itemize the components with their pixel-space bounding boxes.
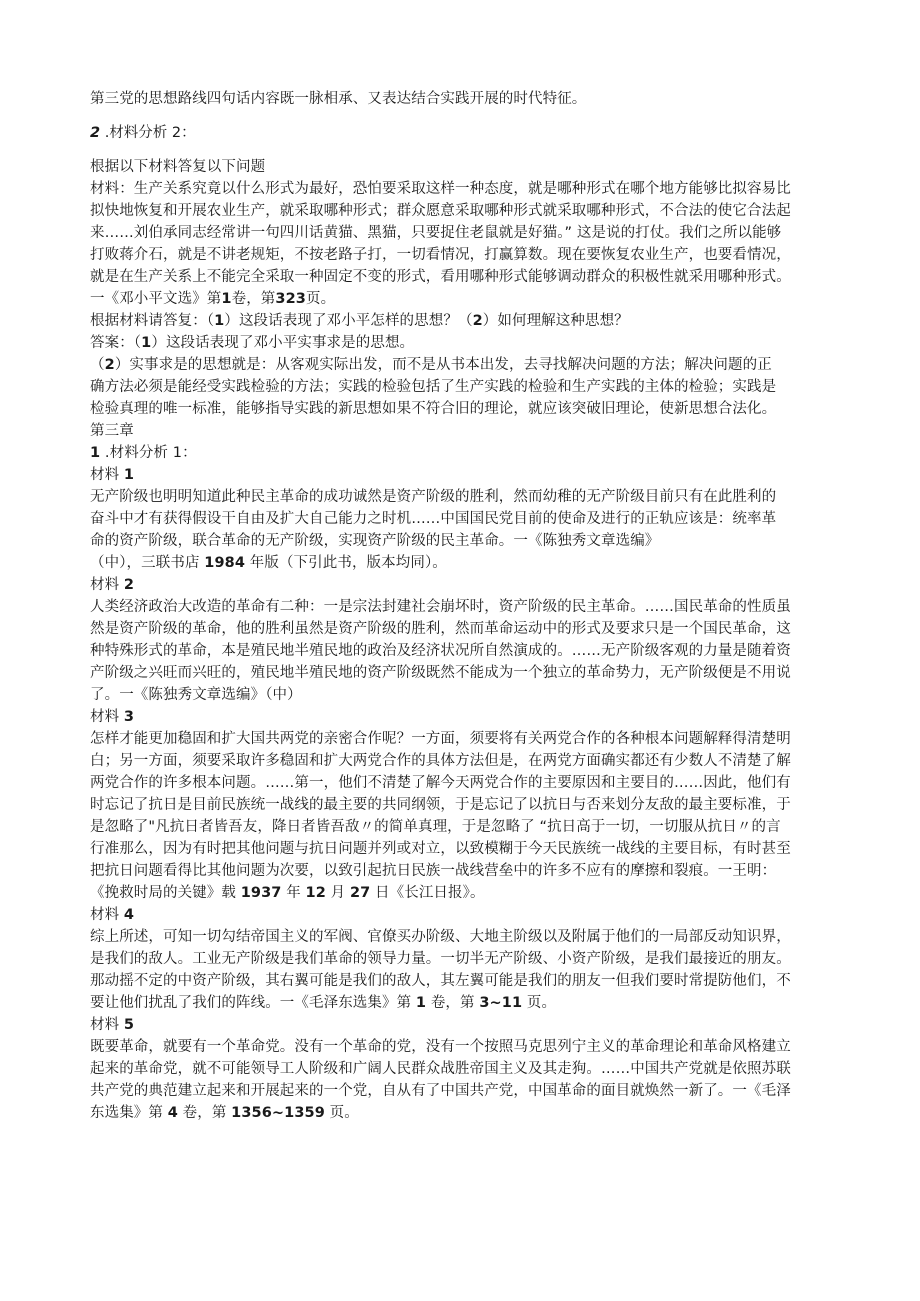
- summary-line: 第三党的思想路线四句话内容既一脉相承、又表达结合实践开展的时代特征。: [90, 91, 587, 107]
- q2-heading: 2 .材料分析 2：: [90, 125, 196, 141]
- material-4-line: 是我们的敌人。工业无产阶级是我们革命的领导力量。一切半无产阶级、小资产阶级，是我们最接近的朋友。: [90, 951, 791, 967]
- material-4-label: 材料 4: [90, 907, 135, 923]
- q2-material-line: 拟快地恢复和开展农业生产，就采取哪种形式；群众愿意采取哪种形式就采取哪种形式，不合法的使它合法起: [90, 203, 791, 219]
- material-3-line: 时忘记了抗日是目前民族统一战线的最主要的共同纲领，于是忘记了以抗日与否来划分友敌的最主要标准，于: [90, 797, 791, 813]
- material-1-source: （中），三联书店 1984 年版（下引此书，版本均同）。: [90, 555, 447, 571]
- material-5-source: 东选集》第 4 卷，第 1356~1359 页。: [90, 1105, 359, 1121]
- q2-material-line: 材料：生产关系究竟以什么形式为最好，恐怕要采取这样一种态度，就是哪种形式在哪个地方能够比拟容易比: [90, 181, 791, 197]
- material-1-line: 命的资产阶级，联合革命的无产阶级，实现资产阶级的民主革命。一《陈独秀文章选编》: [90, 533, 660, 549]
- q1-heading: 1 .材料分析 1：: [90, 445, 197, 461]
- q2-ask: 根据材料请答复：（1）这段话表现了邓小平怎样的思想？（2）如何理解这种思想？: [90, 313, 629, 329]
- material-3-source: 《挽救时局的关键》载 1937 年 12 月 27 日《长江日报》。: [90, 885, 485, 901]
- q2-material-line: 就是在生产关系上不能完全采取一种固定不变的形式，看用哪种形式能够调动群众的积极性就采用哪种形式。: [90, 269, 791, 285]
- material-2-line: 人类经济政治大改造的革命有二种：一是宗法封建社会崩坏时，资产阶级的民主革命。……国民革命的性质虽: [90, 599, 791, 615]
- q2-answer-line: 检验真理的唯一标准，能够指导实践的新思想如果不符合旧的理论，就应该突破旧理论，使新思想合法化。: [90, 401, 777, 417]
- material-1-line: 无产阶级也明明知道此种民主革命的成功诚然是资产阶级的胜利，然而幼稚的无产阶级目前只有在此胜利的: [90, 489, 777, 505]
- document-page: [90, 88, 830, 1124]
- material-3-line: 把抗日问题看得比其他问题为次要，以致引起抗日民族一战线营垒中的许多不应有的摩擦和裂痕。一王明：: [90, 863, 777, 879]
- material-3-line: 两党合作的许多根本问题。……第一，他们不清楚了解今天两党合作的主要原因和主要目的……因此，他们有: [90, 775, 791, 791]
- material-2-label: 材料 2: [90, 577, 135, 593]
- q2-material-line: 来……刘伯承同志经常讲一句四川话黄猫、黑猫，只要捉住老鼠就是好猫。” 这是说的打仗。我们之所以能够: [90, 225, 782, 241]
- material-3-label: 材料 3: [90, 709, 135, 725]
- chapter-title: 第三章: [90, 423, 134, 439]
- material-4-line: 那动摇不定的中资产阶级，其右翼可能是我们的敌人，其左翼可能是我们的朋友一但我们要时常提防他们，不: [90, 973, 791, 989]
- material-5-line: 起来的革命党，就不可能领导工人阶级和广阔人民群众战胜帝国主义及其走狗。……中国共产党就是依照苏联: [90, 1061, 791, 1077]
- material-3-line: 是忽略了"凡抗日者皆吾友，降日者皆吾敌〃的简单真理，于是忽略了 “抗日高于一切，一切服从抗日〃的言: [90, 819, 781, 835]
- material-5-line: 既要革命，就要有一个革命党。没有一个革命的党，没有一个按照马克思列宁主义的革命理论和革命风格建立: [90, 1039, 791, 1055]
- material-4-line: 综上所述，可知一切勾结帝国主义的军阀、官僚买办阶级、大地主阶级以及附属于他们的一局部反动知识界，: [90, 929, 791, 945]
- material-3-line: 白；另一方面，须要采取许多稳固和扩大两党合作的具体方法但是，在两党方面确实都还有少数人不清楚了解: [90, 753, 791, 769]
- q2-answer-2: （2）实事求是的思想就是：从客观实际出发，而不是从书本出发，去寻找解决问题的方法；解决问题的正: [90, 357, 772, 373]
- material-5-line: 共产党的典范建立起来和开展起来的一个党，自从有了中国共产党，中国革命的面目就焕然一新了。一《毛泽: [90, 1083, 791, 1099]
- material-4-source: 要让他们扰乱了我们的阵线。一《毛泽东选集》第 1 卷，第 3~11 页。: [90, 995, 557, 1011]
- q2-answer-line: 确方法必须是能经受实践检验的方法；实践的检验包括了生产实践的检验和生产实践的主体的检验；实践是: [90, 379, 777, 395]
- material-1-line: 奋斗中才有获得假设干自由及扩大自己能力之时机……中国国民党目前的使命及进行的正轨应该是：统率革: [90, 511, 777, 527]
- material-3-line: 怎样才能更加稳固和扩大国共两党的亲密合作呢？一方面，须要将有关两党合作的各种根本问题解释得清楚明: [90, 731, 791, 747]
- material-2-line: 种特殊形式的革命，本是殖民地半殖民地的政治及经济状况所自然演成的。……无产阶级客观的力量是随着资: [90, 643, 791, 659]
- material-5-label: 材料 5: [90, 1017, 135, 1033]
- q2-material-line: 打败蒋介石，就是不讲老规矩，不按老路子打，一切看情况，打赢算数。现在要恢复农业生产，也要看情况，: [90, 247, 791, 263]
- material-2-line: 然是资产阶级的革命，他的胜利虽然是资产阶级的胜利，然而革命运动中的形式及要求只是一个国民革命，这: [90, 621, 791, 637]
- material-2-line: 了。一《陈独秀文章选编》（中）: [90, 687, 302, 703]
- material-2-line: 产阶级之兴旺而兴旺的，殖民地半殖民地的资产阶级既然不能成为一个独立的革命势力，无产阶级便是不用说: [90, 665, 791, 681]
- q2-prompt: 根据以下材料答复以下问题: [90, 159, 266, 175]
- q2-answer-1: 答案：（1）这段话表现了邓小平实事求是的思想。: [90, 335, 415, 351]
- q2-source: 一《邓小平文选》第1卷，第323页。: [90, 291, 336, 307]
- material-1-label: 材料 1: [90, 467, 135, 483]
- material-3-line: 行准那么，因为有时把其他问题与抗日问题并列或对立，以致模糊于今天民族统一战线的主要目标，有时甚至: [90, 841, 791, 857]
